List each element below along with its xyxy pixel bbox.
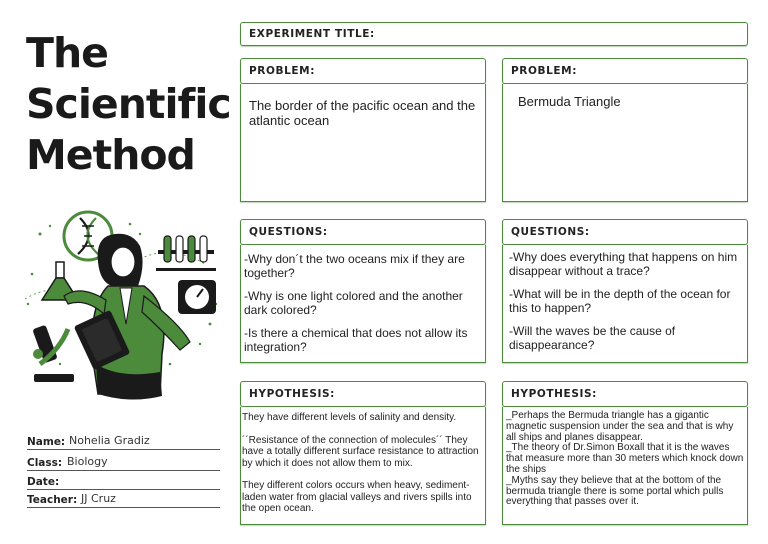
right-questions-label: QUESTIONS: (511, 226, 590, 238)
right-hypothesis-1: _Perhaps the Bermuda triangle has a gigantic magnetic suspension under the sea and that is why all ships and planes disappear. (506, 410, 734, 443)
teacher-value: JJ Cruz (81, 492, 116, 505)
left-question-2: -Why is one light colored and the another dark colored? (244, 289, 463, 317)
right-hypothesis-box[interactable] (502, 407, 748, 525)
left-question-1: -Why don´t the two oceans mix if they are together? (244, 252, 465, 280)
title-line-2: Scientific (26, 80, 231, 128)
left-questions-label: QUESTIONS: (249, 226, 328, 238)
right-problem-header (502, 58, 748, 84)
right-problem-box[interactable] (502, 84, 748, 202)
right-problem-label: PROBLEM: (511, 65, 578, 77)
right-question-2: -What will be in the depth of the ocean for this to happen? (509, 287, 731, 315)
date-line[interactable] (27, 472, 220, 490)
left-hypothesis-1: They have different levels of salinity and density. (242, 412, 457, 423)
left-hypothesis-header (240, 381, 486, 407)
page-title (26, 28, 231, 181)
name-line[interactable] (27, 432, 220, 450)
right-question-1: -Why does everything that happens on him disappear without a trace? (509, 250, 738, 278)
name-value: Nohelia Gradiz (69, 434, 150, 447)
right-questions-header (502, 219, 748, 245)
experiment-title-field[interactable] (240, 22, 748, 46)
left-questions-list (244, 253, 480, 354)
left-hypothesis-label: HYPOTHESIS: (249, 388, 335, 400)
left-problem-header (240, 58, 486, 84)
class-label: Class: (27, 457, 63, 469)
left-question-3: -Is there a chemical that does not allow its integration? (244, 326, 468, 354)
right-hypothesis-label: HYPOTHESIS: (511, 388, 597, 400)
left-hypothesis-box[interactable] (240, 407, 486, 525)
right-hypothesis-list (506, 411, 746, 508)
left-problem-label: PROBLEM: (249, 65, 316, 77)
date-label: Date: (27, 476, 60, 488)
right-questions-box[interactable] (502, 245, 748, 363)
right-questions-list (509, 251, 743, 352)
right-problem-text: Bermuda Triangle (518, 94, 621, 109)
name-label: Name: (27, 436, 66, 448)
experiment-title-label: EXPERIMENT TITLE: (249, 28, 375, 40)
scientist-illustration (20, 204, 225, 404)
left-questions-header (240, 219, 486, 245)
left-questions-box[interactable] (240, 245, 486, 363)
teacher-line[interactable] (27, 490, 220, 508)
title-line-3: Method (26, 131, 195, 179)
teacher-label: Teacher: (27, 494, 78, 506)
right-hypothesis-2: _The theory of Dr.Simon Boxall that it is the waves that measure more than 30 meters which knock down the ships (506, 442, 744, 475)
right-hypothesis-3: _Myths say they believe that at the bottom of the bermuda triangle there is some portal which pulls everything that passes over it. (506, 474, 724, 508)
title-line-1: The (26, 29, 108, 77)
left-hypothesis-2: ´´Resistance of the connection of molecules´´ They have a totally different surface resistance to attraction by which it does not allow them to mix. (242, 434, 479, 469)
test-tubes-icon (156, 236, 216, 271)
right-hypothesis-header (502, 381, 748, 407)
gauge-icon (178, 280, 216, 314)
class-value: Biology (67, 455, 108, 468)
right-question-3: -Will the waves be the cause of disappearance? (509, 324, 676, 352)
microscope-icon (32, 325, 74, 382)
class-line[interactable] (27, 453, 220, 471)
left-hypothesis-3: They different colors occurs when heavy, sediment-laden water from glacial valleys and rivers spills into the open ocean. (242, 480, 472, 514)
left-problem-box[interactable] (240, 84, 486, 202)
left-hypothesis-list (242, 412, 486, 515)
left-problem-text: The border of the pacific ocean and the atlantic ocean (249, 98, 476, 128)
